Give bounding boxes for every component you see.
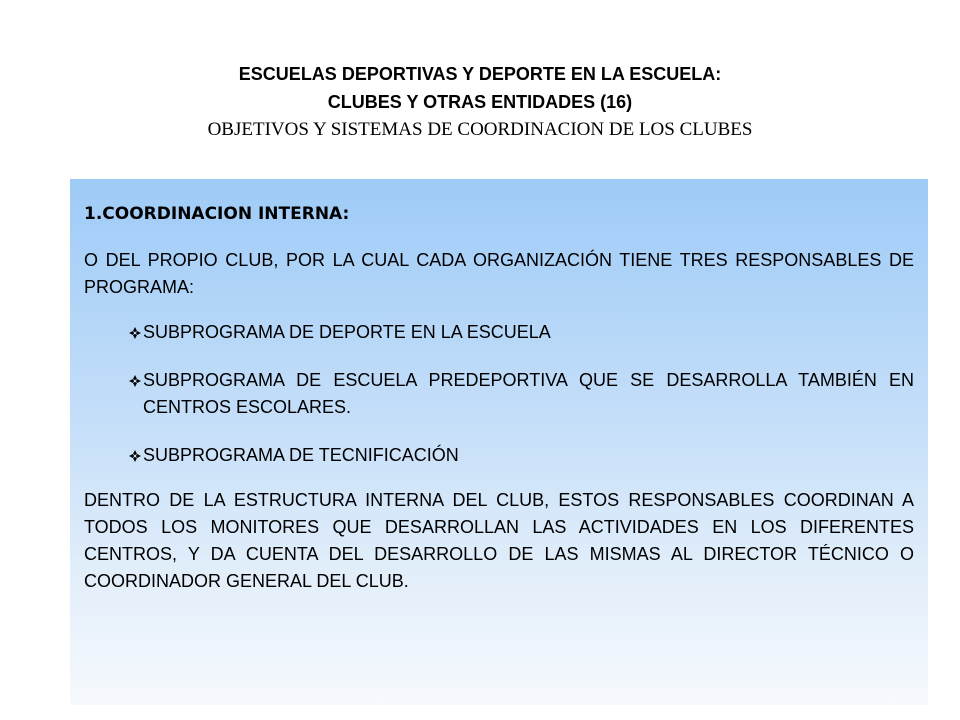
content-box	[70, 179, 928, 705]
bullet-text: SUBPROGRAMA DE ESCUELA PREDEPORTIVA QUE SE DESARROLLA TAMBIÉN EN CENTROS ESCOLARES.	[143, 370, 914, 417]
section-title: 1.COORDINACION INTERNA:	[84, 204, 350, 224]
bullet-list	[84, 319, 914, 469]
bullet-text: SUBPROGRAMA DE TECNIFICACIÓN	[143, 445, 459, 465]
bullet-text: SUBPROGRAMA DE DEPORTE EN LA ESCUELA	[143, 322, 551, 342]
diamond-bullet-icon	[128, 449, 142, 463]
header-title-line-2: CLUBES Y OTRAS ENTIDADES (16)	[327, 92, 633, 112]
diamond-bullet-icon	[128, 326, 142, 340]
diamond-bullet-icon	[128, 374, 142, 388]
header-title-line-1: ESCUELAS DEPORTIVAS Y DEPORTE EN LA ESCUELA:	[238, 64, 722, 84]
intro-paragraph: O DEL PROPIO CLUB, POR LA CUAL CADA ORGANIZACIÓN TIENE TRES RESPONSABLES DE PROGRAMA:	[84, 250, 914, 297]
header-subtitle: OBJETIVOS Y SISTEMAS DE COORDINACION DE LOS CLUBES	[207, 119, 753, 140]
slide-header	[0, 60, 960, 144]
bullet-item	[128, 319, 914, 346]
bullet-item	[128, 367, 914, 421]
closing-paragraph: DENTRO DE LA ESTRUCTURA INTERNA DEL CLUB, ESTOS RESPONSABLES COORDINAN A TODOS LOS MONITORES QUE DESARROLLAN LAS ACTIVIDADES EN LOS DIFERENTES CENTROS, Y DA CUENTA DEL DESARROLLO DE LAS MISMAS AL DIRECTOR TÉCNICO O COORDINADOR GENERAL DEL CLUB.	[84, 490, 914, 591]
bullet-item	[128, 442, 914, 469]
